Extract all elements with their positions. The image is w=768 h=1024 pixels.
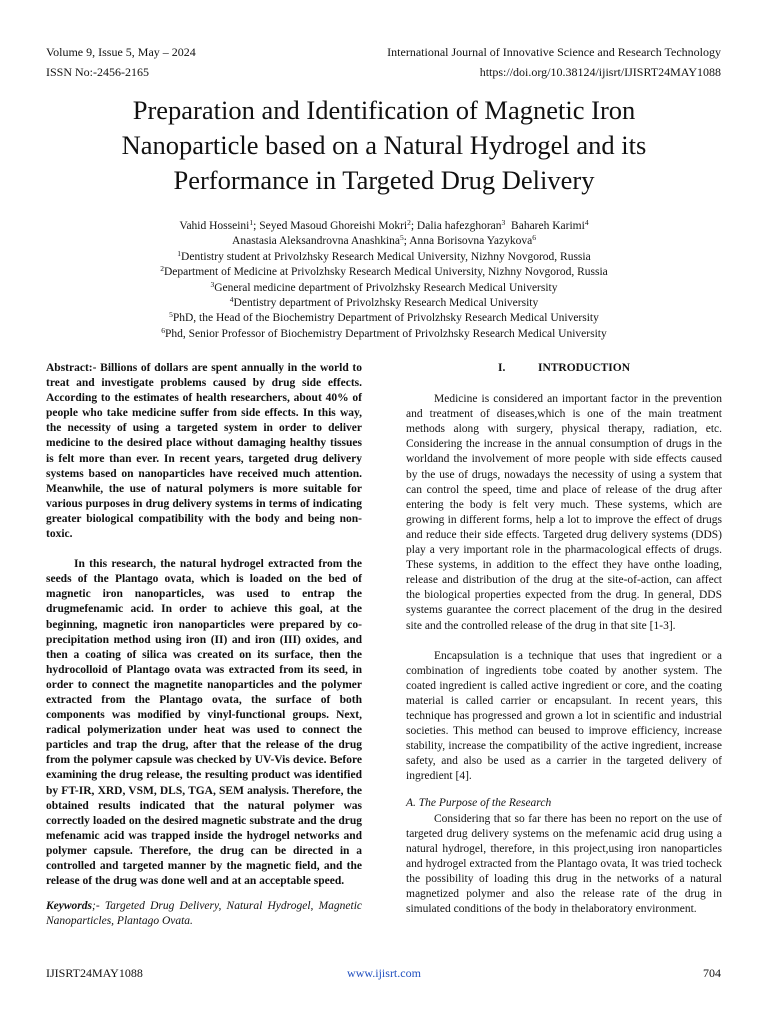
journal-name: International Journal of Innovative Science and Research Technology: [387, 45, 721, 59]
section-title: INTRODUCTION: [537, 362, 630, 374]
affiliation-sup: 1: [177, 248, 182, 258]
affiliation: [40, 265, 728, 280]
author-name: Anastasia Aleksandrovna Anashkina: [232, 235, 401, 248]
affiliation: [40, 311, 728, 326]
abstract-paragraph-1: Abstract:- Billions of dollars are spent annually in the world to treat and investigate problems caused by drug side effects. According to the estimates of health researchers, about 40% of people who take medicine suffer from side effects. In this way, the necessity of using a targeted system in order to deliver medicine to the desired place without damaging healthy tissues is felt more than ever. In recent years, targeted drug delivery systems based on nanoparticles have received much attention. Meanwhile, the use of natural polymers is more suitable for various purposes in drug delivery systems in terms of indicating greater biological compatibility with the body and being non-toxic.: [46, 362, 362, 541]
affiliation-text: Dentistry student at Privolzhsky Research Medical University, Nizhny Novgorod, Russia: [181, 250, 591, 263]
author-sup: 2: [407, 218, 411, 227]
affiliation: [40, 250, 728, 265]
paper-title: [40, 93, 728, 198]
footer-site-link[interactable]: www.ijisrt.com: [347, 966, 421, 980]
section-heading: [406, 361, 722, 376]
title-line-1: Preparation and Identification of Magnetic Iron: [132, 95, 636, 125]
intro-paragraph-2: Encapsulation is a technique that uses that ingredient or a combination of ingredients tobe coated by another system. The coated ingredient is called active ingredient or core, and the coating material is called carrier or encapsulant. In recent years, this technique has progressed and grown a lot in scientific and industrial societies. This method can beused to improve efficiency, increase stability, increase the compatibility of the active ingredient, increase safety, and also be used as a carrier in the targeted delivery of ingredient [4].: [406, 649, 722, 783]
doi-link[interactable]: https://doi.org/10.38124/ijisrt/IJISRT24MAY1088: [479, 65, 721, 79]
title-line-2: Nanoparticle based on a Natural Hydrogel and its: [121, 130, 647, 160]
author-block: [40, 219, 728, 342]
author-line-2: [40, 234, 728, 249]
affiliation-sup: 2: [160, 264, 164, 274]
author-name: ; Dalia hafezghoran: [410, 220, 502, 232]
intro-paragraph-1: Medicine is considered an important factor in the prevention and treatment of diseases,which is one of the main treatment methods along with surgery, physical therapy, radiation, etc. Considering the increase in the annual consumption of drugs in the worldand the involvement of more people with side effects caused by the use of drugs, nowadays the necessity of using a system that can control the speed, time and place of release of the drug after entering the body is felt very much. These systems, which are growing in different forms, help a lot to improve the effect of drugs and reduce their side effects. Targeted drug delivery systems (DDS) play a very important role in the pharmacological effects of drugs. These systems, in addition to the effect they have onthe loading, release and distribution of the drug at the site-of-action, can affect the biological properties expected from the drug. In general, DDS systems guarantee the correct placement of the drug in the desired site and the controlled release of the drug in that site [1-3].: [406, 393, 722, 632]
author-name: Vahid Hosseini: [179, 220, 250, 232]
author-sup: 1: [249, 218, 254, 227]
keywords-text: ;- Targeted Drug Delivery, Natural Hydrogel, Magnetic Nanoparticles, Plantago Ovata.: [46, 900, 362, 928]
affiliation-text: Phd, Senior Professor of Biochemistry Department of Privolzhsky Research Medical University: [165, 327, 607, 340]
author-name: ; Seyed Masoud Ghoreishi Mokri: [253, 220, 408, 232]
author-sup: 6: [532, 233, 536, 243]
author-line-1: [40, 219, 728, 234]
affiliation-sup: 6: [161, 325, 166, 335]
author-name: Bahareh Karimi: [505, 220, 585, 232]
section-number: I.: [497, 362, 506, 374]
affiliation: [40, 296, 728, 311]
keywords-label: Keywords: [46, 900, 92, 913]
author-sup: 5: [400, 233, 404, 243]
author-sup: 3: [501, 218, 506, 227]
abstract-paragraph-2: In this research, the natural hydrogel extracted from the seeds of the Plantago ovata, which is loaded on the bed of magnetic iron nanoparticles, was used to entrap the drugmefenamic acid. In order to achieve this goal, at the beginning, magnetic iron nanoparticles were prepared by co-precipitation method using iron (II) and iron (III) oxides, and then a coating of silica was created on its surface, then the hydrocolloid of Plantago ovata was extracted from its seed, in order to connect the magnetite nanoparticles and the polymer extracted from the Plantago ovata, the surface of both components was modified by vinyl-functional groups. Next, radical polymerization under heat was used to connect the particles and trap the drug, after that the release of the drug from the polymer capsule was checked by UV-Vis device. Before examining the drug release, the resulting product was identified by FT-IR, XRD, VSM, DLS, TGA, SEM analysis. Therefore, the obtained results indicated that the natural polymer was correctly loaded on the desired magnetic substrate and the drug mefenamic acid was trapped inside the hydrogel networks and polymer capsule. Therefore, the drug can be directed in a controlled and targeted manner by the magnetic field, and the release of the drug was done well and at an acceptable speed.: [46, 558, 362, 888]
affiliation-text: PhD, the Head of the Biochemistry Department of Privolzhsky Research Medical University: [172, 312, 599, 325]
title-line-3: Performance in Targeted Drug Delivery: [173, 165, 595, 195]
affiliation: [40, 327, 728, 342]
abstract-column: [46, 361, 362, 929]
affiliation-sup: 4: [229, 295, 234, 305]
affiliation-sup: 3: [210, 279, 215, 289]
footer-code: IJISRT24MAY1088: [46, 966, 143, 980]
affiliation-text: Dentistry department of Privolzhsky Research Medical University: [233, 297, 539, 310]
affiliation-text: Department of Medicine at Privolzhsky Research Medical University, Nizhny Novgorod, Russia: [163, 266, 608, 279]
keywords: [46, 899, 362, 929]
subsection-heading: A. The Purpose of the Research: [406, 797, 552, 810]
author-sup: 4: [584, 218, 589, 227]
intro-paragraph-3: Considering that so far there has been no report on the use of targeted drug delivery systems on the mefenamic acid drug using a natural hydrogel, therefore, in this project,using iron nanoparticles and hydrogel extracted from the Plantago ovata, It was tried tocheck the possibility of loading this drug in the networks of a natural magnetized polymer and also the release rate of the drug in simulated conditions of the body in thelaboratory environment.: [406, 812, 722, 916]
affiliation: [40, 281, 728, 296]
author-name: ; Anna Borisovna Yazykova: [403, 235, 533, 248]
page-number: 704: [703, 966, 721, 980]
volume-info: Volume 9, Issue 5, May – 2024: [46, 45, 196, 59]
issn: ISSN No:-2456-2165: [46, 65, 150, 79]
introduction-column: [406, 361, 722, 917]
affiliation-sup: 5: [169, 310, 173, 320]
affiliation-text: General medicine department of Privolzhsky Research Medical University: [214, 281, 558, 294]
